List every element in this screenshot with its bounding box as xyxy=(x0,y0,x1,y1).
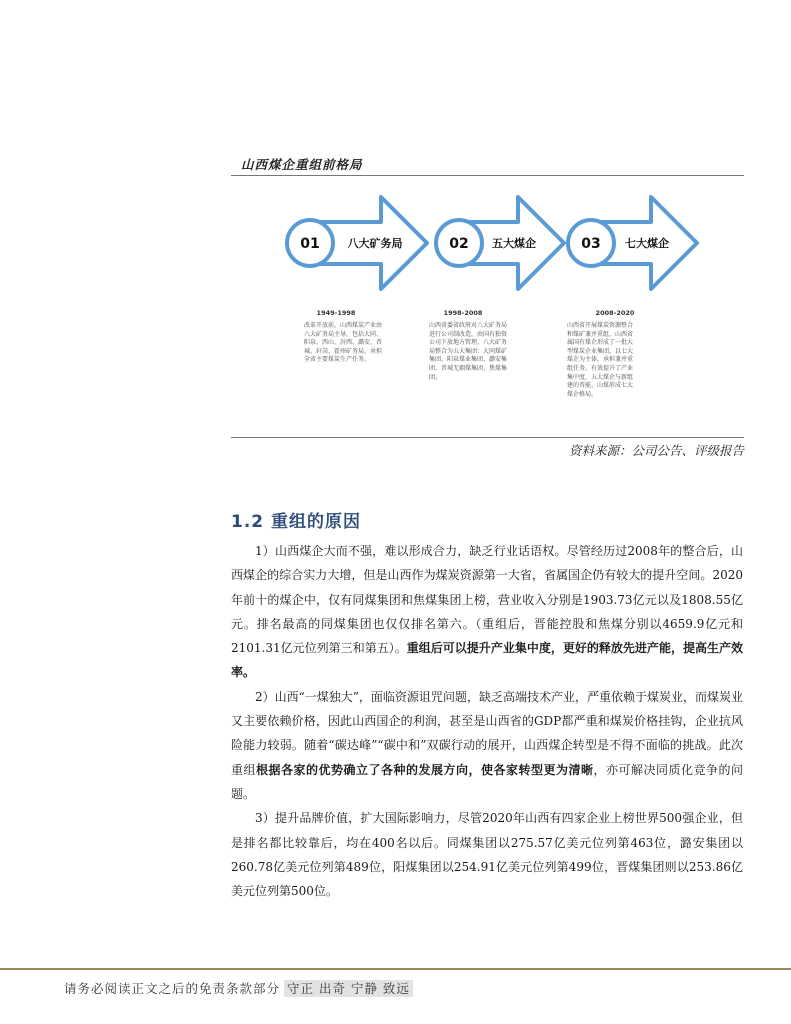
stage-3-label: 七大煤企 xyxy=(625,237,669,250)
paragraph-2-tail: ，亦可解决同质化竞争的问题。 xyxy=(231,762,743,801)
figure-title: 山西煤企重组前格局 xyxy=(241,157,363,172)
footer-motto: 守正 出奇 宁静 致远 xyxy=(284,980,413,997)
paragraph-1-emphasis: 重组后可以提升产业集中度，更好的释放先进产能，提高生产效率。 xyxy=(231,641,744,680)
footer xyxy=(64,979,413,997)
stage-3-description: 山西省开展煤炭资源整合和煤矿兼并重组，山西省属国有煤企形成了一批大型煤炭企业集团，以七大煤企为主体，承担兼并重组任务，有效提升了产业集中度，五大煤企与新组建的晋能、山煤形成七大煤企格局。 xyxy=(567,322,634,398)
figure-source: 资料来源：公司公告、评级报告 xyxy=(568,443,744,458)
paragraph-2 xyxy=(231,685,743,806)
stage-2-number: 02 xyxy=(449,236,469,252)
restructuring-stages-diagram xyxy=(231,185,744,435)
figure-top-rule xyxy=(231,175,744,176)
footer-disclaimer: 请务必阅读正文之后的免责条款部分 xyxy=(64,981,281,996)
stage-2-description: 山西省委省政府对八大矿务局进行公司制改造，由国有独资公司下放地方管理，八大矿务局整合为五大集团：大同煤矿集团、阳泉煤业集团、潞安集团、晋城无烟煤集团、焦煤集团。 xyxy=(429,322,508,381)
stage-2-label: 五大煤企 xyxy=(492,237,536,250)
stage-1-period: 1949-1998 xyxy=(316,309,356,317)
paragraph-2-text: 2）山西“一煤独大”，面临资源诅咒问题，缺乏高端技术产业，严重依赖于煤炭业，而煤炭业又主要依赖价格，因此山西国企的利润，甚至是山西省的GDP都严重和煤炭价格挂钩，企业抗风险能力较弱。随着“碳达峰”“碳中和”双碳行动的展开，山西煤企转型是不得不面临的挑战。此次重组 xyxy=(231,689,743,777)
footer-rule xyxy=(0,968,791,970)
stage-1-number: 01 xyxy=(300,236,320,252)
stage-3-number: 03 xyxy=(581,236,601,252)
paragraph-2-emphasis: 根据各家的优势确立了各种的发展方向，使各家转型更为清晰 xyxy=(256,762,594,777)
stage-1-description: 改革开放前，山西煤炭产业由八大矿务局主导，包括大同、阳泉、西山、汾西、潞安、晋城、轩岗、霍州矿务局，承担全省主要煤炭生产任务。 xyxy=(304,322,383,364)
stage-3-period: 2008-2020 xyxy=(595,309,635,317)
section-heading: 1.2 重组的原因 xyxy=(231,512,362,532)
stage-2 xyxy=(436,197,564,317)
stage-3 xyxy=(568,197,697,317)
stage-2-period: 1998-2008 xyxy=(443,309,483,317)
figure-bottom-rule xyxy=(231,437,744,438)
stage-1 xyxy=(287,197,427,317)
paragraph-3-text: 3）提升品牌价值，扩大国际影响力，尽管2020年山西有四家企业上榜世界500强企业，但是排名都比较靠后，均在400名以后。同煤集团以275.57亿美元位列第463位，潞安集团以260.78亿美元位列第489位，阳煤集团以254.91亿美元位列第499位，晋煤集团则以253.86亿美元位列第500位。 xyxy=(231,811,743,899)
section-body xyxy=(231,539,743,903)
stage-1-label: 八大矿务局 xyxy=(347,237,403,250)
paragraph-1 xyxy=(231,539,743,685)
paragraph-3 xyxy=(231,806,743,903)
paragraph-1-text: 1）山西煤企大而不强，难以形成合力，缺乏行业话语权。尽管经历过2008年的整合后，山西煤企的综合实力大增，但是山西作为煤炭资源第一大省，省属国企仍有较大的提升空间。2020年前十的煤企中，仅有同煤集团和焦煤集团上榜，营业收入分别是1903.73亿元以及1808.55亿元。排名最高的同煤集团也仅仅排名第六。（重组后，晋能控股和焦煤分别以4659.9亿元和2101.31亿元位列第三和第五）。 xyxy=(231,544,743,656)
